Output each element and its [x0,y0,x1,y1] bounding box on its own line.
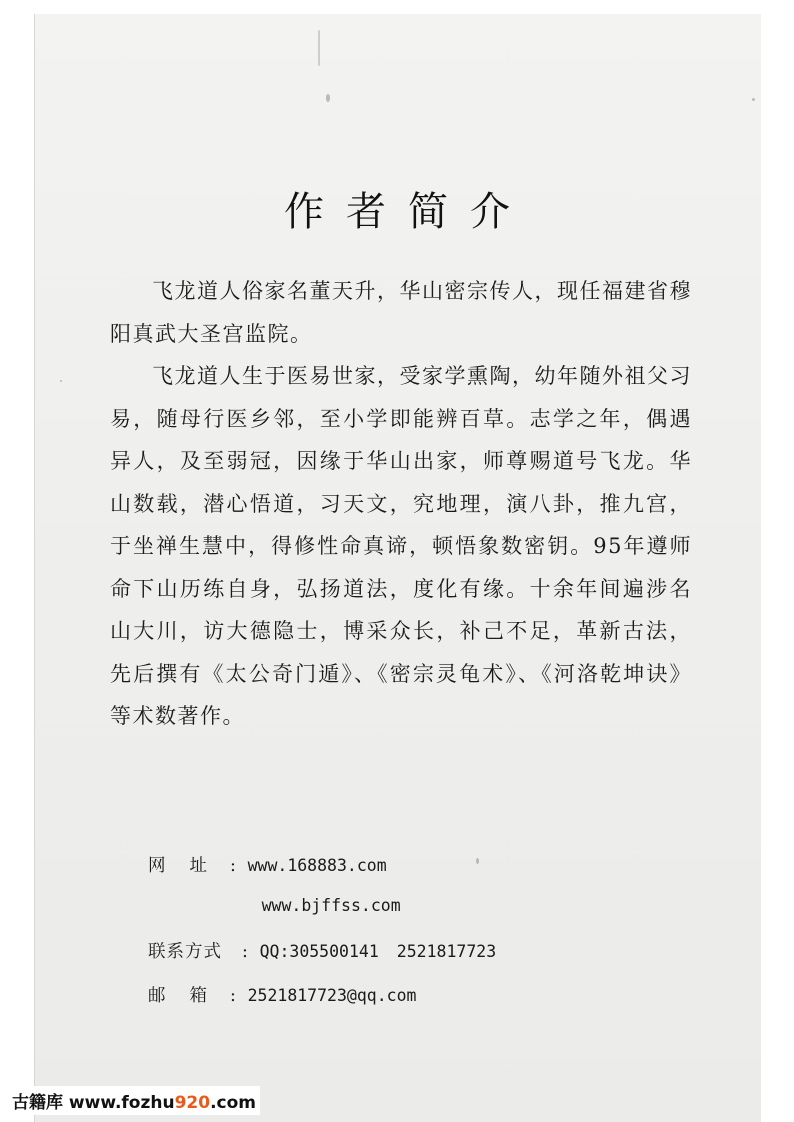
qq-number-2: 2521817723 [396,942,497,961]
scan-speck [60,380,62,382]
watermark-accent: 920 [174,1093,211,1113]
site-watermark [8,1086,260,1115]
email-label: 邮箱 [148,986,231,1006]
phone-label: 联系方式 [148,942,222,962]
contact-website-row-2 [148,896,401,916]
watermark-prefix: 古籍库 www.fozhu [12,1093,175,1113]
website-2: www.bjffss.com [261,896,401,915]
watermark-suffix: .com [210,1093,257,1113]
scan-speck [752,98,755,101]
contact-website-row: 网址: www.168883.com [148,852,387,877]
scan-speck [318,30,320,66]
scan-speck [326,94,330,102]
website-label: 网址 [148,856,231,876]
scan-speck [476,858,479,864]
website-1: www.168883.com [247,856,387,875]
qq-number-1: QQ:305500141 [259,942,379,961]
contact-phone-row: 联系方式 : QQ:305500141 2521817723 [148,938,496,963]
email-address: 2521817723@qq.com [247,986,417,1005]
page-title: 作者简介 [284,189,532,235]
paragraph-biography: 飞龙道人生于医易世家，受家学熏陶，幼年随外祖父习易，随母行医乡邻，至小学即能辨百草。志学之年，偶遇异人，及至弱冠，因缘于华山出家，师尊赐道号飞龙。华山数载，潜心悟道，习天文，究地理，演八卦，推九宫，于坐禅生慧中，得修性命真谛，顿悟象数密钥。95年遵师命下山历练自身，弘扬道法，度化有缘。十余年间遍涉名山大川，访大德隐士，博采众长，补己不足，革新古法，先后撰有《太公奇门遁》、《密宗灵龟术》、《河洛乾坤诀》等术数著作。 [110,364,692,728]
paragraph-intro: 飞龙道人俗家名董天升，华山密宗传人，现任福建省穆阳真武大圣宫监院。 [110,279,692,346]
contact-email-row: 邮箱: 2521817723@qq.com [148,982,416,1007]
biography-text [110,270,692,738]
